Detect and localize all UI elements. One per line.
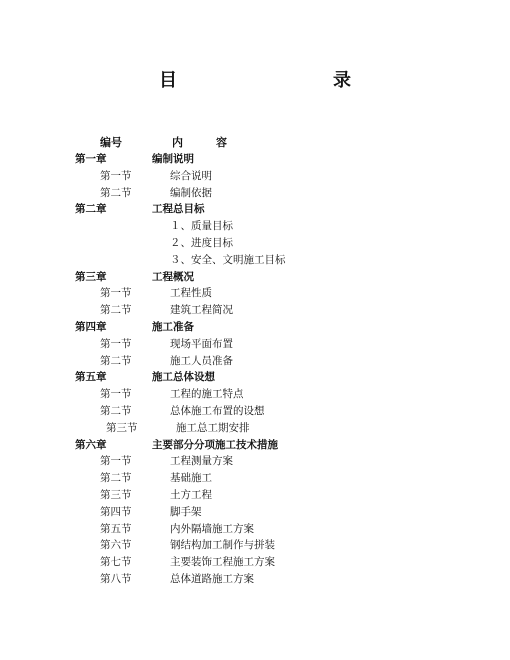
toc-title: 施工总工期安排 <box>176 421 250 434</box>
toc-chapter-row <box>0 201 510 218</box>
toc-number: 第八节 <box>100 572 132 585</box>
toc-title: 编制说明 <box>152 153 194 165</box>
header-number: 编号 <box>100 136 122 149</box>
toc-number: 第七节 <box>100 556 132 569</box>
toc-chapter-row <box>0 437 510 454</box>
toc-section-row <box>0 554 510 571</box>
toc-number: 第二节 <box>100 354 132 367</box>
toc-title: 工程测量方案 <box>170 455 233 468</box>
toc-number: 第一节 <box>100 455 132 468</box>
toc-title: 现场平面布置 <box>170 337 233 350</box>
toc-number: 第五节 <box>100 522 132 535</box>
toc-title: 工程的施工特点 <box>170 388 244 401</box>
toc-item-row <box>0 235 510 252</box>
toc-number: 第二节 <box>100 304 132 317</box>
toc-number: 第二节 <box>100 186 132 199</box>
toc-section-row <box>0 453 510 470</box>
toc-title: 土方工程 <box>170 488 212 501</box>
toc-number: 第四章 <box>75 320 107 333</box>
toc-section-row <box>0 285 510 302</box>
toc-title: 总体施工布置的设想 <box>170 404 265 417</box>
toc-section-row <box>0 487 510 504</box>
toc-title: 建筑工程简况 <box>170 304 233 317</box>
header-content-2: 容 <box>216 136 227 149</box>
toc-chapter-row <box>0 319 510 336</box>
toc-section-row <box>0 353 510 370</box>
toc-number: 第三节 <box>100 488 132 501</box>
toc-number: 第一节 <box>100 337 132 350</box>
toc-chapter-row <box>0 269 510 286</box>
toc-title: 主要装饰工程施工方案 <box>170 556 275 569</box>
toc-section-row <box>0 403 510 420</box>
toc-section-row <box>0 302 510 319</box>
header-content-1: 内 <box>172 136 183 149</box>
toc-title: ３、安全、文明施工目标 <box>170 253 286 266</box>
toc-section-row <box>0 185 510 202</box>
toc-title: 主要部分分项施工技术措施 <box>152 438 278 451</box>
toc-number: 第三章 <box>75 270 107 283</box>
toc-title: 综合说明 <box>170 169 212 182</box>
toc-number: 第五章 <box>75 371 107 384</box>
toc-section-row <box>0 386 510 403</box>
page-title: 目 录 <box>159 70 391 91</box>
toc-title: ２、进度目标 <box>170 236 233 249</box>
toc-chapter-row <box>0 369 510 386</box>
toc-title: 总体道路施工方案 <box>170 572 254 585</box>
toc-title: 工程性质 <box>170 287 212 300</box>
toc-section-row <box>0 168 510 185</box>
toc-section-row <box>0 537 510 554</box>
toc-section-row <box>0 336 510 353</box>
toc-section-row <box>0 571 510 588</box>
toc-number: 第三节 <box>106 421 138 434</box>
toc-item-row <box>0 252 510 269</box>
toc-title: １、质量目标 <box>170 220 233 233</box>
toc-title: 编制依据 <box>170 186 212 199</box>
toc-number: 第六节 <box>100 539 132 552</box>
toc-title: 基础施工 <box>170 472 212 485</box>
toc-chapter-row <box>0 151 510 168</box>
toc-number: 第二章 <box>75 203 107 216</box>
toc-number: 第一节 <box>100 169 132 182</box>
toc-number: 第四节 <box>100 505 132 518</box>
toc-title: 钢结构加工制作与拼装 <box>170 539 275 552</box>
toc-title: 工程总目标 <box>152 203 205 216</box>
toc-title: 内外隔墙施工方案 <box>170 522 254 535</box>
toc-number: 第二节 <box>100 404 132 417</box>
toc-title: 施工准备 <box>152 320 194 333</box>
toc-title: 施工人员准备 <box>170 354 233 367</box>
toc-title: 工程概况 <box>152 270 194 283</box>
toc-number: 第一节 <box>100 388 132 401</box>
toc-section-row <box>0 521 510 538</box>
toc-number: 第一节 <box>100 287 132 300</box>
toc-title: 脚手架 <box>170 505 202 518</box>
toc-section-row <box>0 504 510 521</box>
table-of-contents <box>0 151 510 588</box>
toc-number: 第六章 <box>75 438 107 451</box>
toc-title: 施工总体设想 <box>152 371 215 384</box>
toc-number: 第二节 <box>100 472 132 485</box>
toc-section-row <box>0 470 510 487</box>
toc-number: 第一章 <box>75 153 107 165</box>
toc-item-row <box>0 218 510 235</box>
toc-section-row <box>0 420 510 437</box>
